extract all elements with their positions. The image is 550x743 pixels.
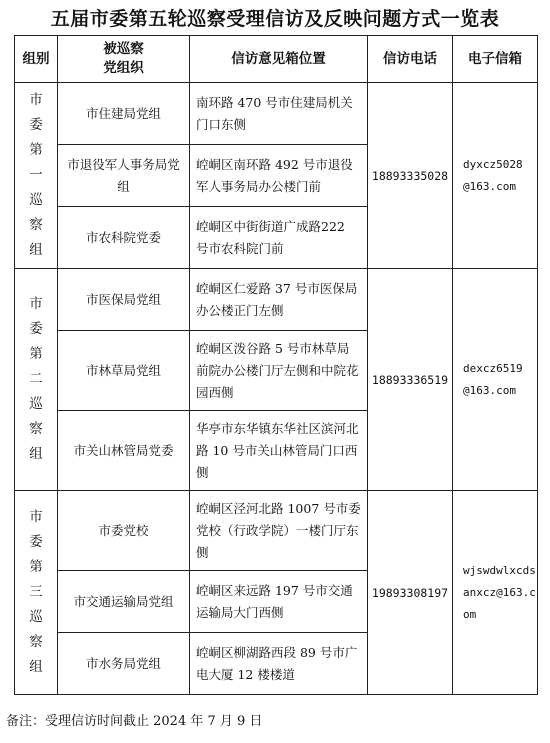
unit-cell: 市住建局党组 bbox=[58, 83, 190, 145]
location-cell: 崆峒区仁爱路 37 号市医保局办公楼正门左侧 bbox=[190, 269, 368, 331]
location-cell: 崆峒区中街街道广成路222 号市农科院门前 bbox=[190, 207, 368, 269]
phone-cell: 18893336519 bbox=[368, 269, 453, 491]
location-cell: 崆峒区柳湖路西段 89 号市广电大厦 12 楼楼道 bbox=[190, 633, 368, 695]
table-row bbox=[15, 491, 538, 571]
group-name-cell bbox=[15, 83, 58, 269]
email-cell: dexcz6519 @163.com bbox=[453, 269, 538, 491]
table-header-row bbox=[15, 36, 538, 83]
header-group: 组别 bbox=[15, 36, 58, 83]
location-cell: 崆峒区南环路 492 号市退役军人事务局办公楼门前 bbox=[190, 145, 368, 207]
unit-cell: 市关山林管局党委 bbox=[58, 411, 190, 491]
unit-cell: 市退役军人事务局党组 bbox=[58, 145, 190, 207]
header-email: 电子信箱 bbox=[453, 36, 538, 83]
unit-cell: 市委党校 bbox=[58, 491, 190, 571]
phone-cell: 18893335028 bbox=[368, 83, 453, 269]
header-phone: 信访电话 bbox=[368, 36, 453, 83]
group-name-cell bbox=[15, 491, 58, 695]
group-name: 市委第二巡察组 bbox=[29, 296, 43, 462]
group-name-cell bbox=[15, 269, 58, 491]
table-row bbox=[15, 83, 538, 145]
unit-cell: 市水务局党组 bbox=[58, 633, 190, 695]
group-name: 市委第一巡察组 bbox=[29, 92, 43, 258]
unit-cell: 市农科院党委 bbox=[58, 207, 190, 269]
unit-cell: 市林草局党组 bbox=[58, 331, 190, 411]
email-cell: dyxcz5028 @163.com bbox=[453, 83, 538, 269]
header-unit: 被巡察 党组织 bbox=[58, 36, 190, 83]
location-cell: 华亭市东华镇东华社区滨河北路 10 号市关山林管局门口西侧 bbox=[190, 411, 368, 491]
phone-cell: 19893308197 bbox=[368, 491, 453, 695]
table-row bbox=[15, 269, 538, 331]
header-location: 信访意见箱位置 bbox=[190, 36, 368, 83]
location-cell: 南环路 470 号市住建局机关门口东侧 bbox=[190, 83, 368, 145]
footnote: 备注：受理信访时间截止 2024 年 7 月 9 日 bbox=[6, 714, 263, 729]
page-title: 五届市委第五轮巡察受理信访及反映问题方式一览表 bbox=[50, 8, 500, 30]
group-name: 市委第三巡察组 bbox=[29, 509, 43, 675]
location-cell: 崆峒区泼谷路 5 号市林草局前院办公楼门厅左侧和中院花园西侧 bbox=[190, 331, 368, 411]
unit-cell: 市医保局党组 bbox=[58, 269, 190, 331]
location-cell: 崆峒区来远路 197 号市交通运输局大门西侧 bbox=[190, 571, 368, 633]
email-cell: wjswdwlxcdsanxcz@163.com bbox=[453, 491, 538, 695]
unit-cell: 市交通运输局党组 bbox=[58, 571, 190, 633]
petition-table bbox=[14, 35, 538, 695]
location-cell: 崆峒区泾河北路 1007 号市委党校（行政学院）一楼门厅东侧 bbox=[190, 491, 368, 571]
